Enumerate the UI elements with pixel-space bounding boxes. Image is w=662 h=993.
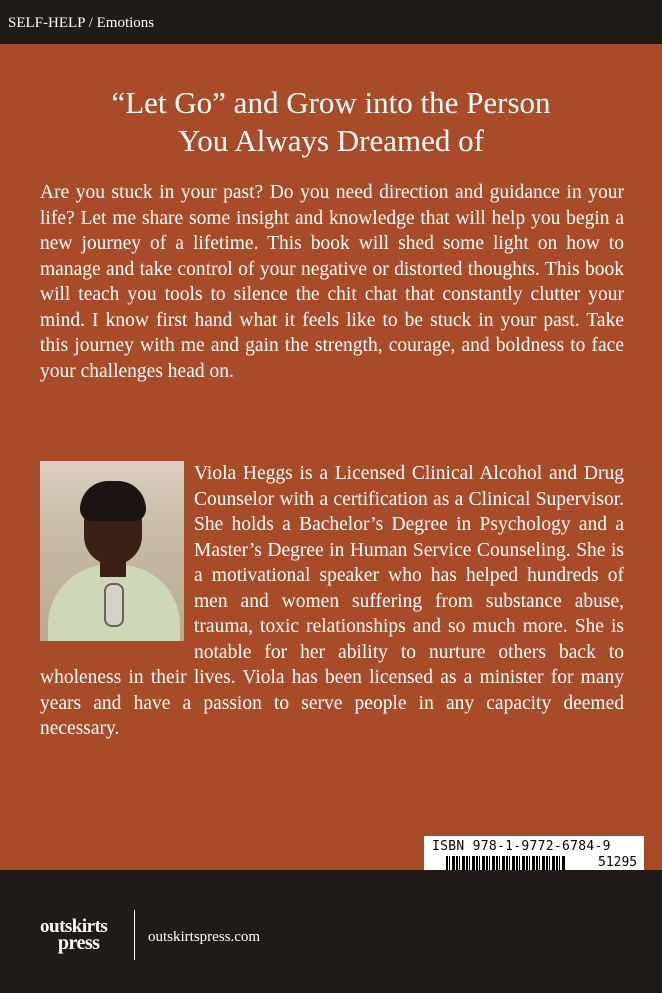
category-label: SELF-HELP / Emotions [8,15,155,31]
book-tagline [0,84,662,160]
cover-background [0,44,662,870]
logo-line-1: outskirts [40,916,108,937]
tagline-line-1: “Let Go” and Grow into the Person [111,85,551,120]
logo-divider [134,910,135,960]
author-section [40,461,624,742]
author-bio-text: Viola Heggs is a Licensed Clinical Alcohol and Drug Counselor with a certification as a Clinical Supervisor. She holds a Bachelor’s Degree in Psychology and a Master’s Degree in Human Service Counseling. She is a motivational speaker who has helped hundreds of men and women suffering from substance abuse, trauma, toxic relationships and so much more. She is notable for her ability to nurture others back to wholeness in their lives. Viola has been licensed as a minister for many years and have a passion to serve people in any capacity deemed necessary. [40,463,624,739]
top-banner [0,0,662,44]
logo-line-2: press [57,932,100,954]
book-description: Are you stuck in your past? Do you need direction and guidance in your life? Let me share some insight and knowledge that will help you begin a new journey of a lifetime. This book will shed some light on how to manage and take control of your negative or distorted thoughts. This book will teach you tools to silence the chit chat that constantly clutter your mind. I know first hand what it feels like to be stuck in your past. Take this journey with me and gain the strength, courage, and boldness to face your challenges head on. [40,182,624,382]
tagline-line-2: You Always Dreamed of [178,123,484,158]
isbn-text: ISBN 978-1-9772-6784-9 [432,839,611,854]
publisher-logo [40,918,107,952]
author-photo [40,461,184,641]
publisher-url: outskirtspress.com [148,929,261,945]
price-code: 51295 [598,855,638,870]
